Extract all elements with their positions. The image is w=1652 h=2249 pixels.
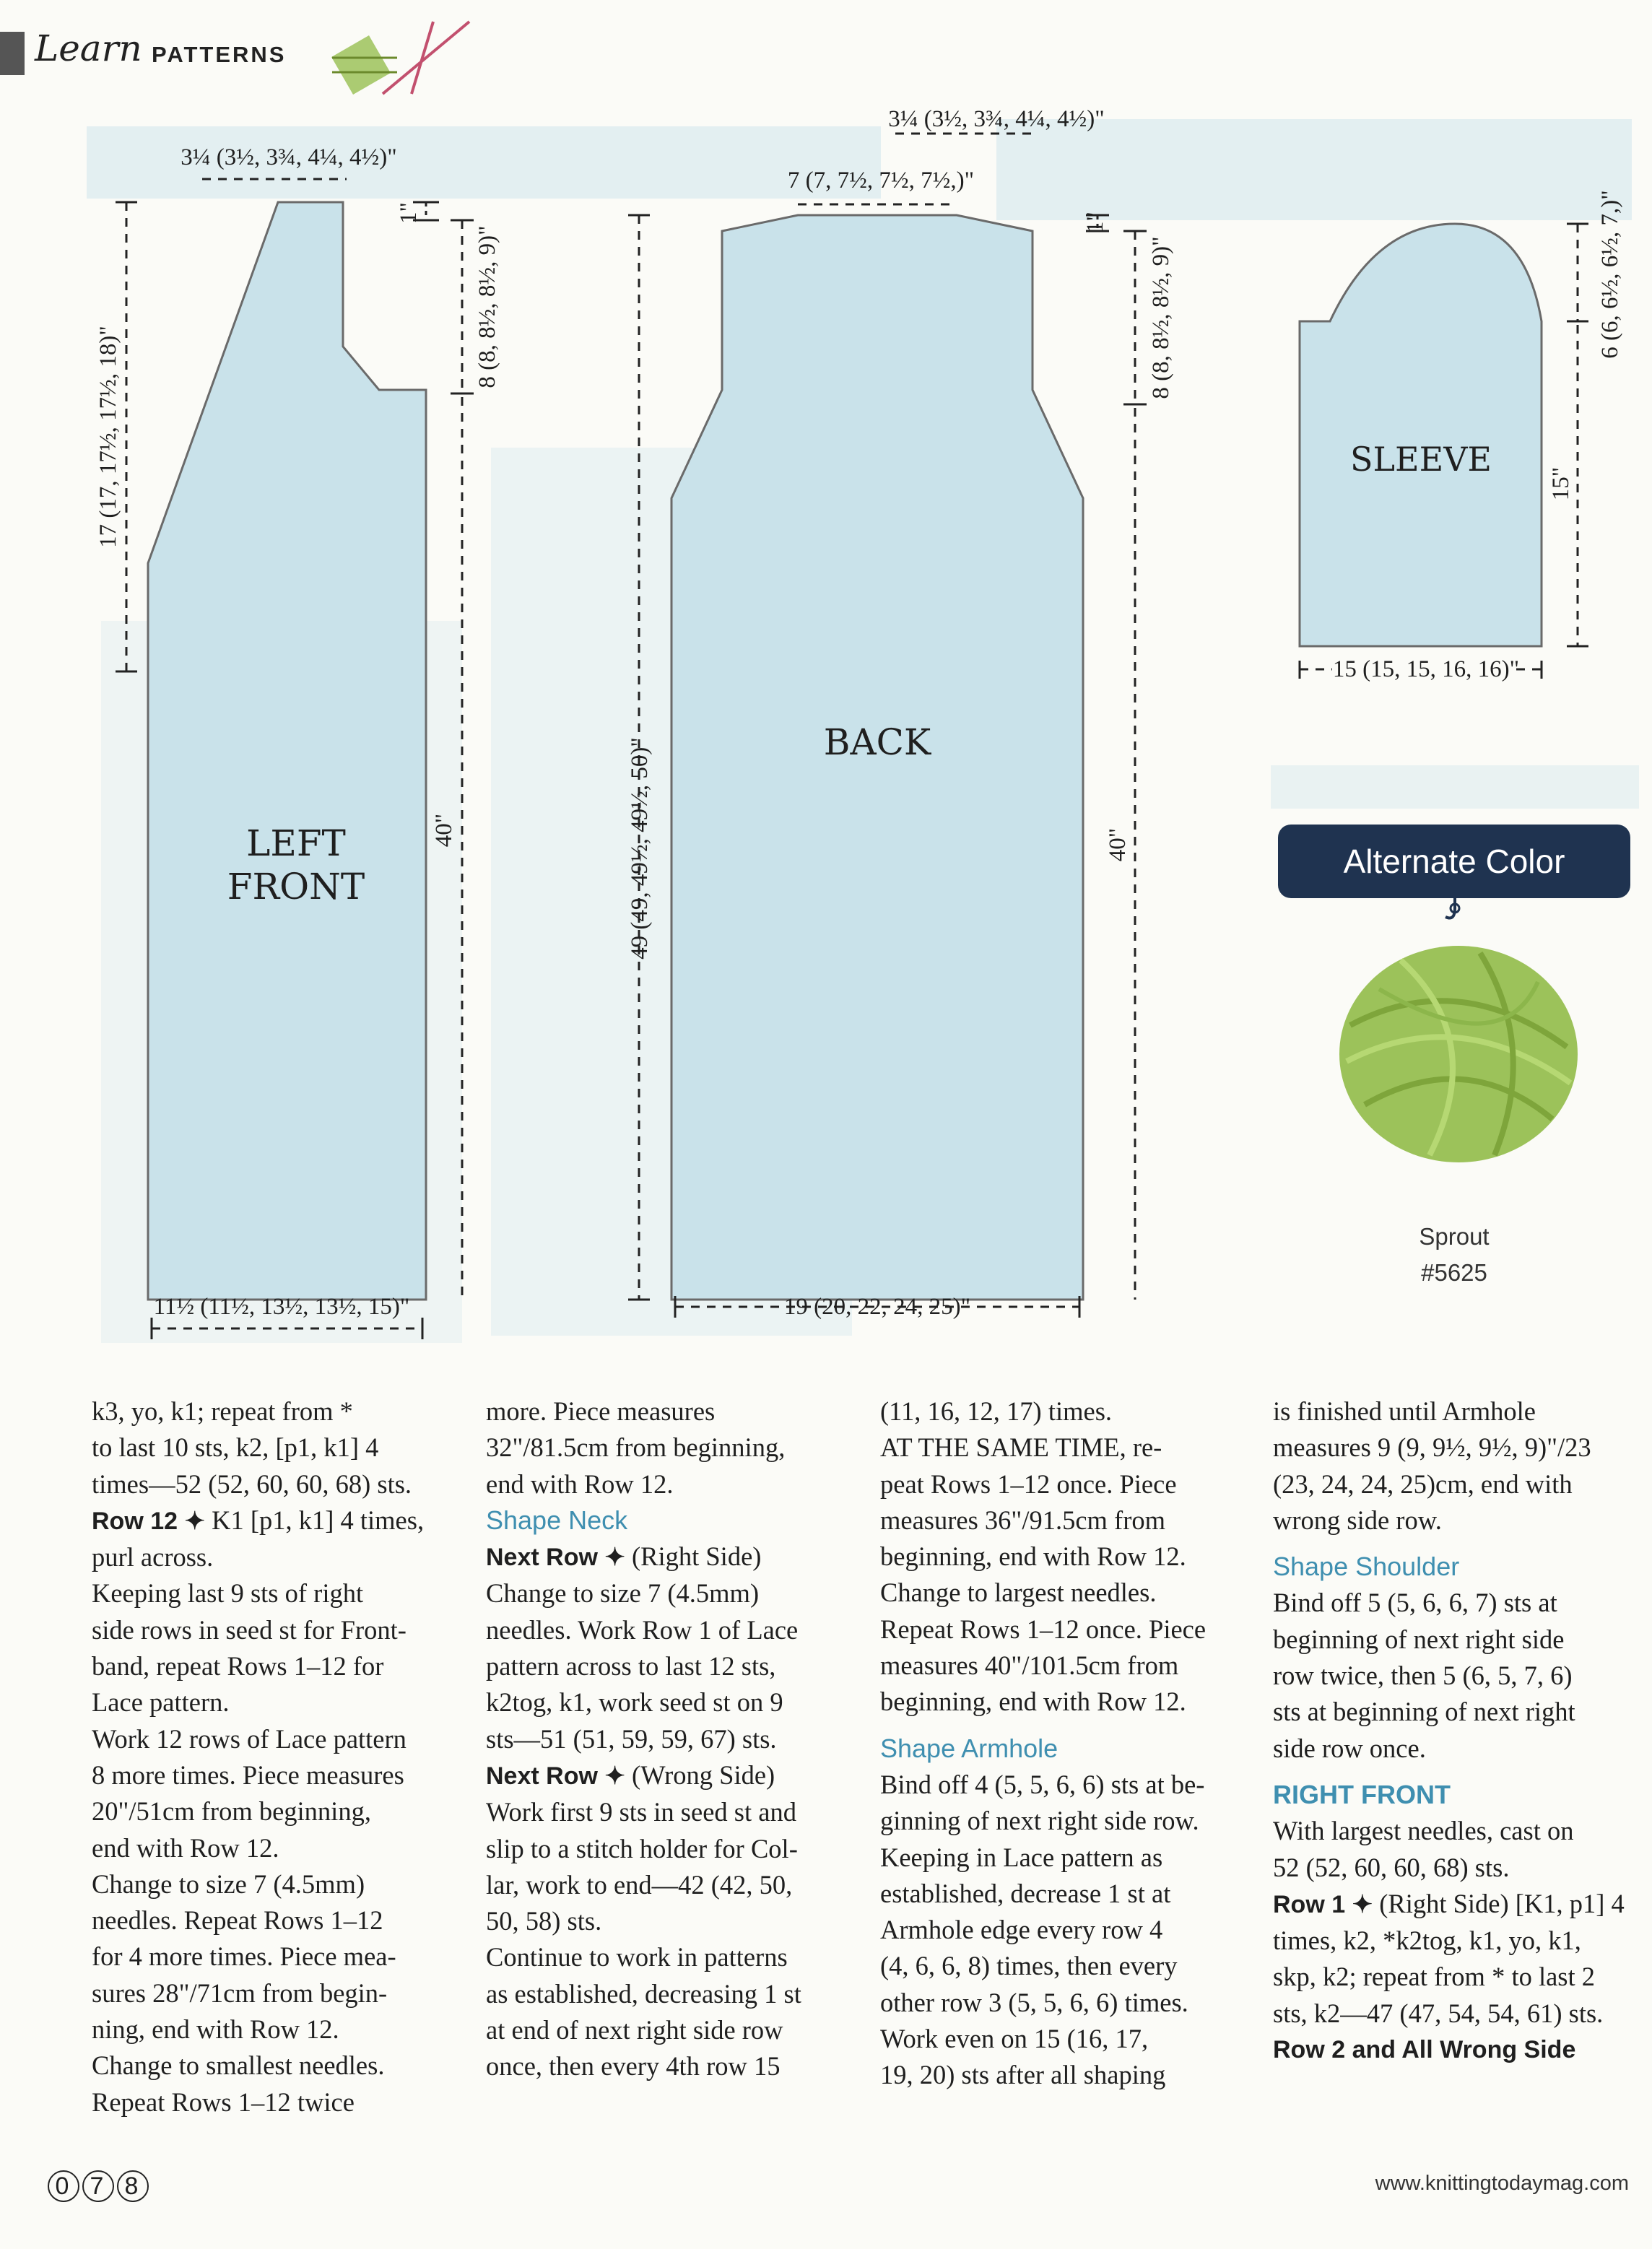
c4d-line-1: skp, k2; repeat from * to last 2: [1273, 1962, 1596, 1992]
left-front-shoulder-dim: 3¼ (3½, 3¾, 4¼, 4½)": [181, 144, 397, 170]
next-row-text-1: (Right Side): [625, 1541, 762, 1572]
c1b-line-7: 20"/51cm from beginning,: [92, 1796, 371, 1827]
c4a-line-1: measures 9 (9, 9½, 9½, 9)"/23: [1273, 1432, 1591, 1463]
c1b-line-11: for 4 more times. Piece mea-: [92, 1941, 396, 1972]
c2-next-row-2: [486, 1757, 876, 1794]
shape-neck-heading: Shape Neck: [486, 1505, 628, 1535]
left-front-label-2: FRONT: [227, 866, 365, 908]
back-drop-dim: 1": [1082, 212, 1108, 233]
c1b-line-6: 8 more times. Piece measures: [92, 1759, 404, 1790]
c3a-line-1: AT THE SAME TIME, re-: [880, 1432, 1162, 1463]
c2b-line-4: sts—51 (51, 59, 59, 67) sts.: [486, 1723, 777, 1754]
c3b-line-7: Work even on 15 (16, 17,: [880, 2024, 1149, 2054]
website-url: www.knittingtodaymag.com: [1375, 2172, 1629, 2195]
back-shoulder-dim: 3¼ (3½, 3¾, 4¼, 4½)": [888, 106, 1105, 132]
next-row-text-2: (Wrong Side): [625, 1759, 775, 1790]
c4d-line-0: times, k2, *k2tog, k1, yo, k1,: [1273, 1926, 1581, 1956]
left-front-width-dim: 11½ (11½, 13½, 13½, 15)": [153, 1294, 410, 1320]
text-column-1: [92, 1393, 482, 2120]
c1b-line-13: ning, end with Row 12.: [92, 2014, 339, 2045]
c1b-line-2: side rows in seed st for Front-: [92, 1614, 407, 1645]
c4a-line-0: is finished until Armhole: [1273, 1396, 1536, 1426]
c4d-line-2: sts, k2—47 (47, 54, 54, 61) sts.: [1273, 1998, 1604, 2028]
sleeve-length-dim: 15": [1548, 466, 1574, 501]
c3b-line-5: (4, 6, 6, 8) times, then every: [880, 1951, 1178, 1981]
section-learn-label: Learn: [35, 27, 142, 69]
c3b-line-3: established, decrease 1 st at: [880, 1878, 1171, 1908]
sleeve-width-dim: 15 (15, 15, 16, 16)": [1332, 656, 1520, 682]
c3a-line-2: peat Rows 1–12 once. Piece: [880, 1469, 1177, 1499]
c1-line-0: k3, yo, k1; repeat from *: [92, 1396, 353, 1426]
c4b-line-0: Bind off 5 (5, 6, 6, 7) sts at: [1273, 1588, 1557, 1618]
c1b-line-15: Repeat Rows 1–12 twice: [92, 2087, 355, 2117]
row12-label: Row 12 ✦: [92, 1507, 205, 1535]
c2a-line-0: more. Piece measures: [486, 1396, 716, 1426]
c2c-line-1: slip to a stitch holder for Col-: [486, 1833, 798, 1863]
badge-hanger-icon: [1437, 892, 1473, 928]
section-tab: [0, 32, 25, 75]
c1b-line-12: sures 28"/71cm from begin-: [92, 1978, 388, 2008]
page-number: [48, 2170, 152, 2202]
sleeve-label: SLEEVE: [1349, 440, 1492, 479]
text-column-3: [880, 1393, 1270, 2094]
back-armhole-dim: 8 (8, 8½, 8½, 9)": [1148, 236, 1174, 399]
left-front-to-armhole-dim: 17 (17, 17½, 17½, 18)": [95, 326, 121, 548]
c3a-line-4: beginning, end with Row 12.: [880, 1541, 1186, 1572]
c4b-line-4: side row once.: [1273, 1733, 1426, 1763]
c1b-line-3: band, repeat Rows 1–12 for: [92, 1651, 384, 1682]
c2c-line-2: lar, work to end—42 (42, 50,: [486, 1869, 793, 1900]
left-front-piece: [116, 179, 474, 1339]
section-patterns-label: PATTERNS: [152, 42, 287, 67]
c1b-line-8: end with Row 12.: [92, 1832, 279, 1863]
c1b-line-1: Keeping last 9 sts of right: [92, 1578, 364, 1609]
c2b-line-1: needles. Work Row 1 of Lace: [486, 1614, 799, 1645]
c3a-line-6: Repeat Rows 1–12 once. Piece: [880, 1614, 1207, 1644]
left-front-length-dim: 40": [431, 813, 457, 848]
c1b-line-9: Change to size 7 (4.5mm): [92, 1869, 365, 1899]
row1-label: Row 1 ✦: [1273, 1890, 1373, 1918]
c3a-line-8: beginning, end with Row 12.: [880, 1687, 1186, 1717]
c3b-line-2: Keeping in Lace pattern as: [880, 1842, 1163, 1872]
c3a-line-3: measures 36"/91.5cm from: [880, 1505, 1166, 1535]
c2b-line-0: Change to size 7 (4.5mm): [486, 1578, 760, 1609]
knitting-needles-icon: [318, 14, 484, 101]
page-digit-2: 7: [82, 2170, 114, 2202]
c1b-line-4: Lace pattern.: [92, 1687, 230, 1718]
c1-row12: [92, 1502, 482, 1539]
c1-line-1: to last 10 sts, k2, [p1, k1] 4: [92, 1432, 379, 1463]
c3a-line-7: measures 40"/101.5cm from: [880, 1650, 1179, 1681]
back-neck-dim: 7 (7, 7½, 7½, 7½,)": [787, 168, 975, 193]
c3b-line-0: Bind off 4 (5, 5, 6, 6) sts at be-: [880, 1769, 1205, 1799]
left-front-label-1: LEFT: [246, 822, 346, 864]
shape-armhole-heading: Shape Armhole: [880, 1733, 1058, 1763]
garment-schematic: [0, 94, 1652, 1386]
yarn-number: #5625: [1421, 1259, 1487, 1286]
yarn-ball-image: [1321, 939, 1596, 1177]
back-length-dim: 40": [1105, 827, 1131, 862]
c1b-line-10: needles. Repeat Rows 1–12: [92, 1905, 383, 1936]
row2-label: Row 2 and All Wrong Side: [1273, 2036, 1576, 2064]
text-column-2: [486, 1393, 876, 2085]
page-digit-3: 8: [117, 2170, 149, 2202]
c2c-line-7: once, then every 4th row 15: [486, 2051, 781, 2081]
row12-text: K1 [p1, k1] 4 times,: [204, 1505, 425, 1535]
next-row-label-2: Next Row ✦: [486, 1762, 625, 1790]
left-front-drop-dim: 1": [396, 202, 422, 224]
c2c-line-3: 50, 58) sts.: [486, 1906, 602, 1936]
c1b-line-5: Work 12 rows of Lace pattern: [92, 1723, 407, 1754]
c4b-line-3: sts at beginning of next right: [1273, 1697, 1575, 1727]
shape-shoulder-heading: Shape Shoulder: [1273, 1552, 1460, 1582]
c4a-line-3: wrong side row.: [1273, 1505, 1442, 1535]
c4c-line-1: 52 (52, 60, 60, 68) sts.: [1273, 1852, 1510, 1882]
c1b-line-0: purl across.: [92, 1542, 214, 1572]
text-column-4: [1273, 1393, 1634, 2068]
c2c-line-0: Work first 9 sts in seed st and: [486, 1797, 796, 1827]
yarn-caption: [1278, 1219, 1630, 1291]
next-row-label-1: Next Row ✦: [486, 1544, 625, 1572]
c3b-line-4: Armhole edge every row 4: [880, 1915, 1163, 1945]
c2-next-row-1: [486, 1539, 876, 1575]
left-front-armhole-dim: 8 (8, 8½, 8½, 9)": [474, 225, 500, 388]
back-label: BACK: [823, 721, 931, 763]
c4b-line-1: beginning of next right side: [1273, 1624, 1565, 1654]
c1-line-2: times—52 (52, 60, 60, 68) sts.: [92, 1469, 412, 1499]
c2a-line-2: end with Row 12.: [486, 1469, 674, 1499]
sleeve-cap-dim: 6 (6, 6½, 6½, 7,)": [1597, 190, 1623, 359]
c4-row1: [1273, 1886, 1634, 1923]
alternate-color-badge: Alternate Color: [1278, 825, 1630, 898]
c4b-line-2: row twice, then 5 (6, 5, 7, 6): [1273, 1661, 1573, 1691]
c2b-line-3: k2tog, k1, work seed st on 9: [486, 1687, 783, 1718]
c2c-line-6: at end of next right side row: [486, 2015, 783, 2045]
c3b-line-6: other row 3 (5, 5, 6, 6) times.: [880, 1987, 1188, 2017]
c3b-line-1: ginning of next right side row.: [880, 1806, 1199, 1836]
c3b-line-8: 19, 20) sts after all shaping: [880, 2060, 1166, 2090]
c4a-line-2: (23, 24, 24, 25)cm, end with: [1273, 1469, 1573, 1499]
c2c-line-4: Continue to work in patterns: [486, 1942, 788, 1972]
c1b-line-14: Change to smallest needles.: [92, 2050, 385, 2081]
c2b-line-2: pattern across to last 12 sts,: [486, 1651, 776, 1682]
c2c-line-5: as established, decreasing 1 st: [486, 1978, 801, 2009]
row1-text: (Right Side) [K1, p1] 4: [1373, 1888, 1625, 1918]
c3a-line-5: Change to largest needles.: [880, 1578, 1157, 1608]
c3a-line-0: (11, 16, 12, 17) times.: [880, 1396, 1113, 1426]
back-width-dim: 19 (20, 22, 24, 25)": [783, 1294, 971, 1320]
c2a-line-1: 32"/81.5cm from beginning,: [486, 1432, 786, 1463]
c4c-line-0: With largest needles, cast on: [1273, 1816, 1574, 1846]
yarn-name: Sprout: [1419, 1223, 1490, 1250]
right-front-heading: RIGHT FRONT: [1273, 1779, 1451, 1809]
page-digit-1: 0: [48, 2170, 79, 2202]
back-total-dim: 49 (49, 49½, 49½, 50)": [627, 737, 653, 960]
